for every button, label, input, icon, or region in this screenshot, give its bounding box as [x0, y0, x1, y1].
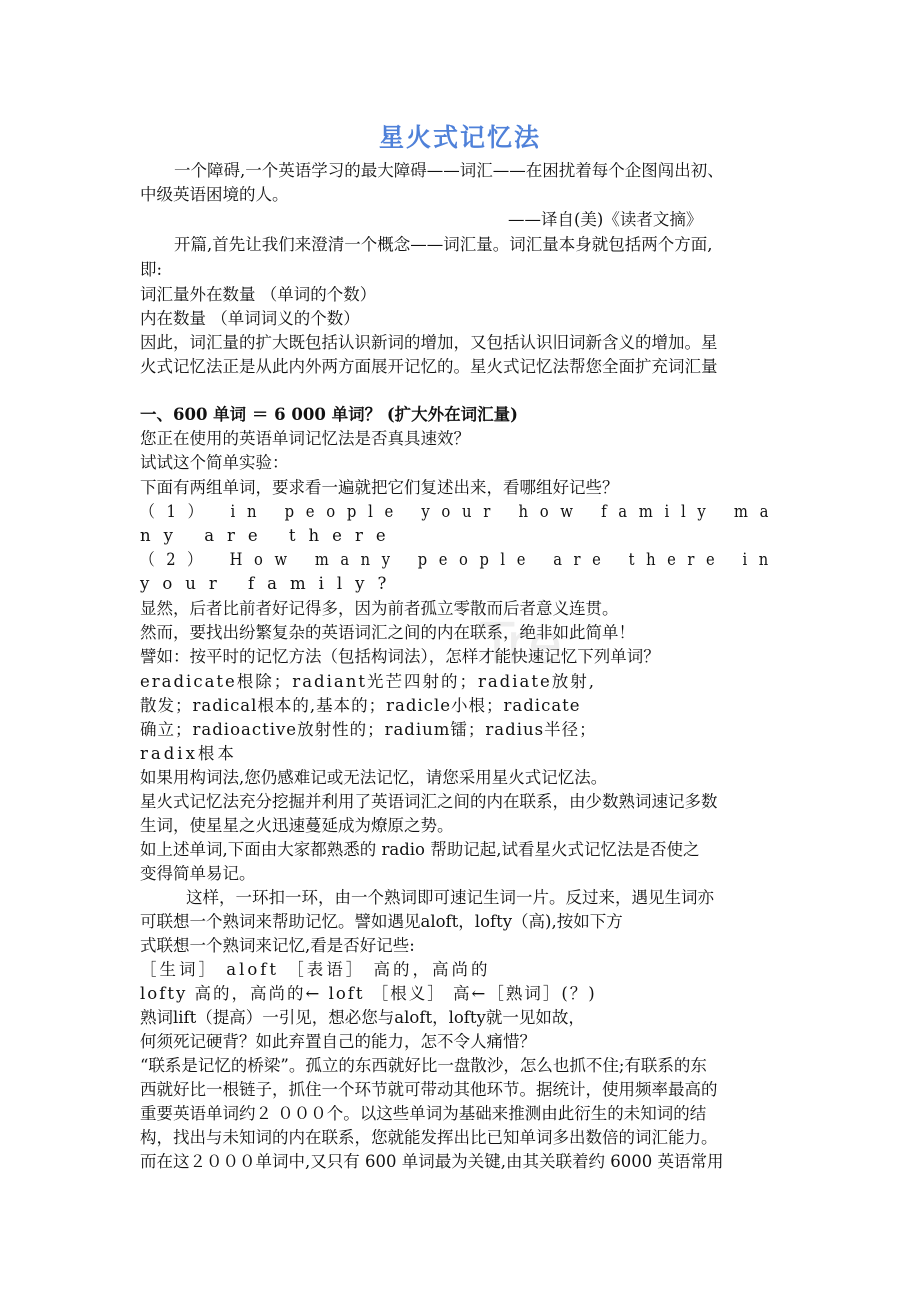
text-line: 西就好比一根链子，抓住一个环节就可带动其他环节。据统计，使用频率最高的 [140, 1080, 718, 1099]
page-title: 星火式记忆法 [378, 123, 541, 152]
text-line: “联系是记忆的桥梁”。孤立的东西就好比一盘散沙，怎么也抓不住;有联系的东 [140, 1056, 707, 1075]
text-line: 一个障碍,一个英语学习的最大障碍——词汇——在困扰着每个企图闯出初、 [174, 161, 724, 180]
example-line: lofty 高的，高尚的← loft ［根义］ 高←［熟词］(？) [140, 984, 597, 1003]
text-line: 因此，词汇量的扩大既包括认识新词的增加，又包括认识旧词新含义的增加。星 [140, 333, 718, 352]
text-line: 熟词lift（提高）一引见，想必您与aloft，lofty就一见如故， [140, 1008, 585, 1027]
text-line: 然而，要找出纷繁复杂的英语词汇之间的内在联系，绝非如此简单！ [140, 623, 635, 642]
text-line: 星火式记忆法充分挖掘并利用了英语词汇之间的内在联系，由少数熟词速记多数 [140, 792, 718, 811]
text-line: 下面有两组单词，要求看一遍就把它们复述出来，看哪组好记些？ [140, 478, 619, 497]
example-line: （2） How many people are there in [140, 550, 780, 569]
text-line: 式联想一个熟词来记忆,看是否好记些: [140, 936, 415, 955]
text-line: 试试这个简单实验： [140, 453, 289, 472]
text-line: 生词，使星星之火迅速蔓延成为燎原之势。 [140, 816, 454, 835]
text-line: 如果用构词法,您仍感难记或无法记忆，请您采用星火式记忆法。 [140, 768, 608, 787]
word-list-line: eradicate根除；radiant光芒四射的；radiate放射, [140, 672, 597, 691]
text-line: 火式记忆法正是从此内外两方面展开记忆的。星火式记忆法帮您全面扩充词汇量 [140, 357, 718, 376]
quote-attribution: ——译自(美)《读者文摘》 [508, 210, 703, 229]
text-line: 构，找出与未知词的内在联系，您就能发挥出比已知单词多出数倍的词汇能力。 [140, 1128, 718, 1147]
example-line: your family? [140, 574, 400, 593]
text-line: 而在这２０００单词中,又只有 600 单词最为关键,由其关联着约 6000 英语常用 [140, 1152, 724, 1171]
text-line: 显然，后者比前者好记得多，因为前者孤立零散而后者意义连贯。 [140, 599, 619, 618]
text-line: 何须死记硬背？如此弃置自己的能力，怎不令人痛惜？ [140, 1032, 536, 1051]
text-line: 内在数量 （单词词义的个数） [140, 309, 360, 328]
word-list-line: radix根本 [140, 744, 237, 763]
text-line: 譬如：按平时的记忆方法（包括构词法），怎样才能快速记忆下列单词？ [140, 647, 660, 666]
text-line: 如上述单词,下面由大家都熟悉的 radio 帮助记起,试看星火式记忆法是否使之 [140, 840, 700, 859]
word-list-line: 确立；radioactive放射性的；radium镭；radius半径； [140, 720, 597, 739]
section-heading: 一、600 单词 ＝ 6 000 单词？ (扩大外在词汇量) [140, 405, 518, 424]
example-line: ［生词］ aloft ［表语］ 高的，高尚的 [140, 960, 491, 979]
text-line: 即: [140, 260, 163, 279]
text-line: 可联想一个熟词来帮助记忆。譬如遇见aloft，lofty（高),按如下方 [140, 912, 623, 931]
watermark: Tre [480, 612, 563, 677]
text-line: 变得简单易记。 [140, 864, 256, 883]
word-list-line: 散发；radical根本的,基本的；radicle小根；radicate [140, 696, 581, 715]
text-line: 开篇,首先让我们来澄清一个概念——词汇量。词汇量本身就包括两个方面, [174, 235, 713, 254]
example-line: （1） in people your how family ma [140, 502, 781, 521]
text-line: 中级英语困境的人。 [140, 185, 289, 204]
text-line: 您正在使用的英语单词记忆法是否真具速效？ [140, 429, 470, 448]
example-line: ny are there [140, 526, 399, 545]
text-line: 重要英语单词约２ ０００个。以这些单词为基础来推测由此衍生的未知词的结 [140, 1104, 707, 1123]
text-line: 这样，一环扣一环，由一个熟词即可速记生词一片。反过来，遇见生词亦 [186, 888, 714, 907]
text-line: 词汇量外在数量 （单词的个数） [140, 285, 377, 304]
